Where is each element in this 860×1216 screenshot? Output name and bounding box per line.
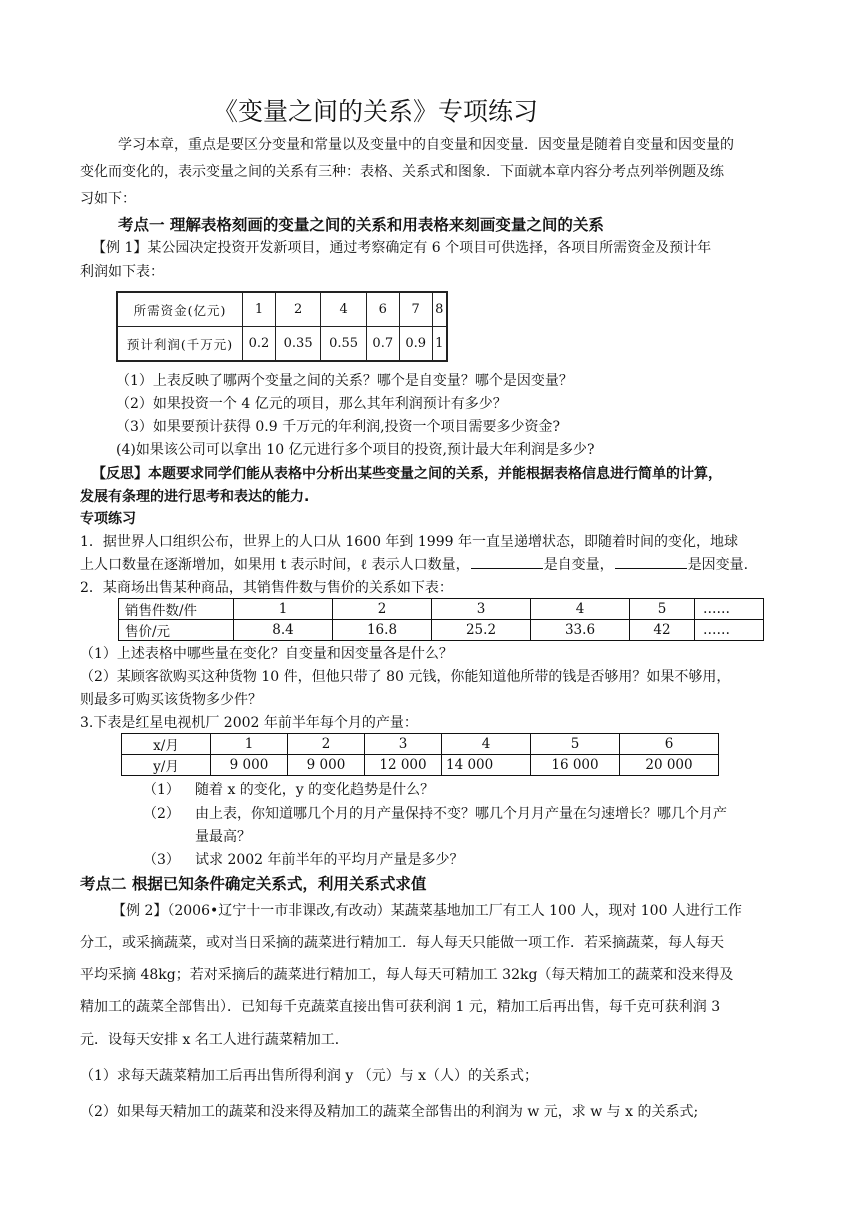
practice-heading: 专项练习 xyxy=(80,511,136,527)
table-cell: 8.4 xyxy=(234,620,333,641)
practice-1-text-b: 是自变量， xyxy=(543,557,614,573)
table-row xyxy=(119,620,764,641)
table-header-cell: 销售件数/件 xyxy=(119,599,234,620)
example-2-line-2: 分工，或采摘蔬菜，或对当日采摘的蔬菜进行精加工．每人每天只能做一项工作．若采摘蔬菜，每人每天 xyxy=(80,935,724,951)
table-cell: 2 xyxy=(288,734,365,755)
practice-2-question-2: （2）某顾客欲购买这种货物 10 件，但他只带了 80 元钱，你能知道他所带的钱是否够用？如果不够用， xyxy=(80,669,731,685)
table-cell: 33.6 xyxy=(531,620,630,641)
fill-blank[interactable] xyxy=(471,554,543,569)
table-row xyxy=(122,755,719,776)
practice-1-line-2 xyxy=(80,553,748,577)
section-2-heading: 考点二 根据已知条件确定关系式，利用关系式求值 xyxy=(80,875,427,893)
practice-3-intro: 3.下表是红星电视机厂 2002 年前半年每个月的产量： xyxy=(80,715,418,731)
example-1-line-1: 【例 1】某公园决定投资开发新项目，通过考察确定有 6 个项目可供选择，各项目所需资金及预计年 xyxy=(92,240,712,256)
example-2-line-5: 元．设每天安排 x 名工人进行蔬菜精加工． xyxy=(80,1032,349,1048)
practice-1-text-a: 上人口数量在逐渐增加，如果用 t 表示时间，ℓ 表示人口数量， xyxy=(80,557,470,573)
table-header-cell: x/月 xyxy=(122,734,211,755)
reflection-line-1: 【反思】本题要求同学们能从表格中分析出某些变量之间的关系，并能根据表格信息进行简单的计算， xyxy=(92,466,722,482)
practice-2-question-2-cont: 则最多可购买该货物多少件？ xyxy=(80,692,262,708)
table-row xyxy=(117,292,447,327)
table-cell: 4 xyxy=(442,734,531,755)
practice-3-q2-number: （2） xyxy=(143,806,180,822)
practice-2-intro: 2．某商场出售某种商品，其销售件数与售价的关系如下表： xyxy=(80,580,453,596)
table-cell: 1 xyxy=(432,327,447,362)
investment-table xyxy=(116,291,448,362)
table-header-cell: y/月 xyxy=(122,755,211,776)
fill-blank[interactable] xyxy=(615,554,687,569)
table-cell: …… xyxy=(695,620,764,641)
reflection-line-2: 发展有条理的进行思考和表达的能力. xyxy=(80,489,310,505)
practice-1-line-1: 1．据世界人口组织公布，世界上的人口从 1600 年到 1999 年一直呈递增状态，即随着时间的变化，地球 xyxy=(80,534,738,550)
example-2-line-1: 【例 2】（2006•辽宁十一市非课改,有改动）某蔬菜基地加工厂有工人 100 人，现对 100 人进行工作 xyxy=(112,903,742,919)
table-row xyxy=(117,327,447,362)
table-cell: 2 xyxy=(275,292,320,327)
table-cell: 5 xyxy=(531,734,620,755)
table-header-cell: 所需资金(亿元) xyxy=(117,292,243,327)
production-table xyxy=(121,733,719,776)
table-cell: 42 xyxy=(630,620,695,641)
table-cell: 0.35 xyxy=(275,327,320,362)
table-cell: 8 xyxy=(432,292,447,327)
table-cell: 16 000 xyxy=(531,755,620,776)
table-cell: 0.55 xyxy=(321,327,366,362)
table-header-cell: 预计利润(千万元) xyxy=(117,327,243,362)
practice-3-q3-number: （3） xyxy=(143,852,180,868)
practice-3-q3: 试求 2002 年前半年的平均月产量是多少？ xyxy=(195,852,464,868)
example-2-line-4: 精加工的蔬菜全部售出）．已知每千克蔬菜直接出售可获利润 1 元，精加工后再出售，每千克可获利润 3 xyxy=(80,999,721,1015)
table-row xyxy=(122,734,719,755)
practice-2-question-1: （1）上述表格中哪些量在变化？自变量和因变量各是什么？ xyxy=(80,646,453,662)
table-cell: 0.9 xyxy=(399,327,432,362)
practice-3-q2-cont: 量最高？ xyxy=(195,829,251,845)
intro-line-2: 变化而变化的，表示变量之间的关系有三种：表格、关系式和图象．下面就本章内容分考点列举例题及练 xyxy=(80,164,724,180)
example-1-question-2: （2）如果投资一个 4 亿元的项目，那么其年利润预计有多少？ xyxy=(116,396,507,412)
sales-table xyxy=(118,598,764,641)
practice-3-q1: 随着 x 的变化，y 的变化趋势是什么？ xyxy=(195,782,435,798)
table-cell: 9 000 xyxy=(288,755,365,776)
table-cell: 1 xyxy=(234,599,333,620)
table-cell: 4 xyxy=(531,599,630,620)
table-cell: 4 xyxy=(321,292,366,327)
table-cell: 20 000 xyxy=(620,755,719,776)
page-title: 《变量之间的关系》专项练习 xyxy=(213,97,539,126)
table-cell: 25.2 xyxy=(432,620,531,641)
table-cell: 12 000 xyxy=(365,755,442,776)
table-header-cell: 售价/元 xyxy=(119,620,234,641)
intro-line-3: 习如下： xyxy=(80,191,136,207)
table-cell: 2 xyxy=(333,599,432,620)
table-cell: 16.8 xyxy=(333,620,432,641)
table-cell: 7 xyxy=(399,292,432,327)
table-row xyxy=(119,599,764,620)
example-1-question-1: （1）上表反映了哪两个变量之间的关系？哪个是自变量？哪个是因变量？ xyxy=(116,373,573,389)
example-1-question-4: (4)如果该公司可以拿出 10 亿元进行多个项目的投资,预计最大年利润是多少? xyxy=(116,442,595,458)
table-cell: …… xyxy=(695,599,764,620)
table-cell: 3 xyxy=(432,599,531,620)
section-1-heading: 考点一 理解表格刻画的变量之间的关系和用表格来刻画变量之间的关系 xyxy=(118,216,604,234)
table-cell: 0.7 xyxy=(366,327,399,362)
table-cell: 14 000 xyxy=(442,755,531,776)
table-cell: 6 xyxy=(366,292,399,327)
table-cell: 0.2 xyxy=(243,327,276,362)
table-cell: 6 xyxy=(620,734,719,755)
intro-line-1: 学习本章，重点是要区分变量和常量以及变量中的自变量和因变量．因变量是随着自变量和因变量的 xyxy=(118,137,734,153)
example-2-question-2: （2）如果每天精加工的蔬菜和没来得及精加工的蔬菜全部售出的利润为 w 元，求 w 与 x 的关系式; xyxy=(80,1104,699,1120)
table-cell: 1 xyxy=(243,292,276,327)
table-cell: 9 000 xyxy=(211,755,288,776)
practice-3-q1-number: （1） xyxy=(143,782,180,798)
example-1-question-3: （3）如果要预计获得 0.9 千万元的年利润,投资一个项目需要多少资金? xyxy=(116,419,561,435)
practice-3-q2: 由上表，你知道哪几个月的月产量保持不变？哪几个月月产量在匀速增长？哪几个月产 xyxy=(195,806,727,822)
table-cell: 5 xyxy=(630,599,695,620)
table-cell: 1 xyxy=(211,734,288,755)
example-2-line-3: 平均采摘 48kg；若对采摘后的蔬菜进行精加工，每人每天可精加工 32kg（每天精加工的蔬菜和没来得及 xyxy=(80,967,734,983)
example-2-question-1: （1）求每天蔬菜精加工后再出售所得利润 y （元）与 x（人）的关系式； xyxy=(80,1068,539,1084)
practice-1-text-c: 是因变量. xyxy=(687,557,749,573)
example-1-line-2: 利润如下表： xyxy=(80,264,164,280)
table-cell: 3 xyxy=(365,734,442,755)
